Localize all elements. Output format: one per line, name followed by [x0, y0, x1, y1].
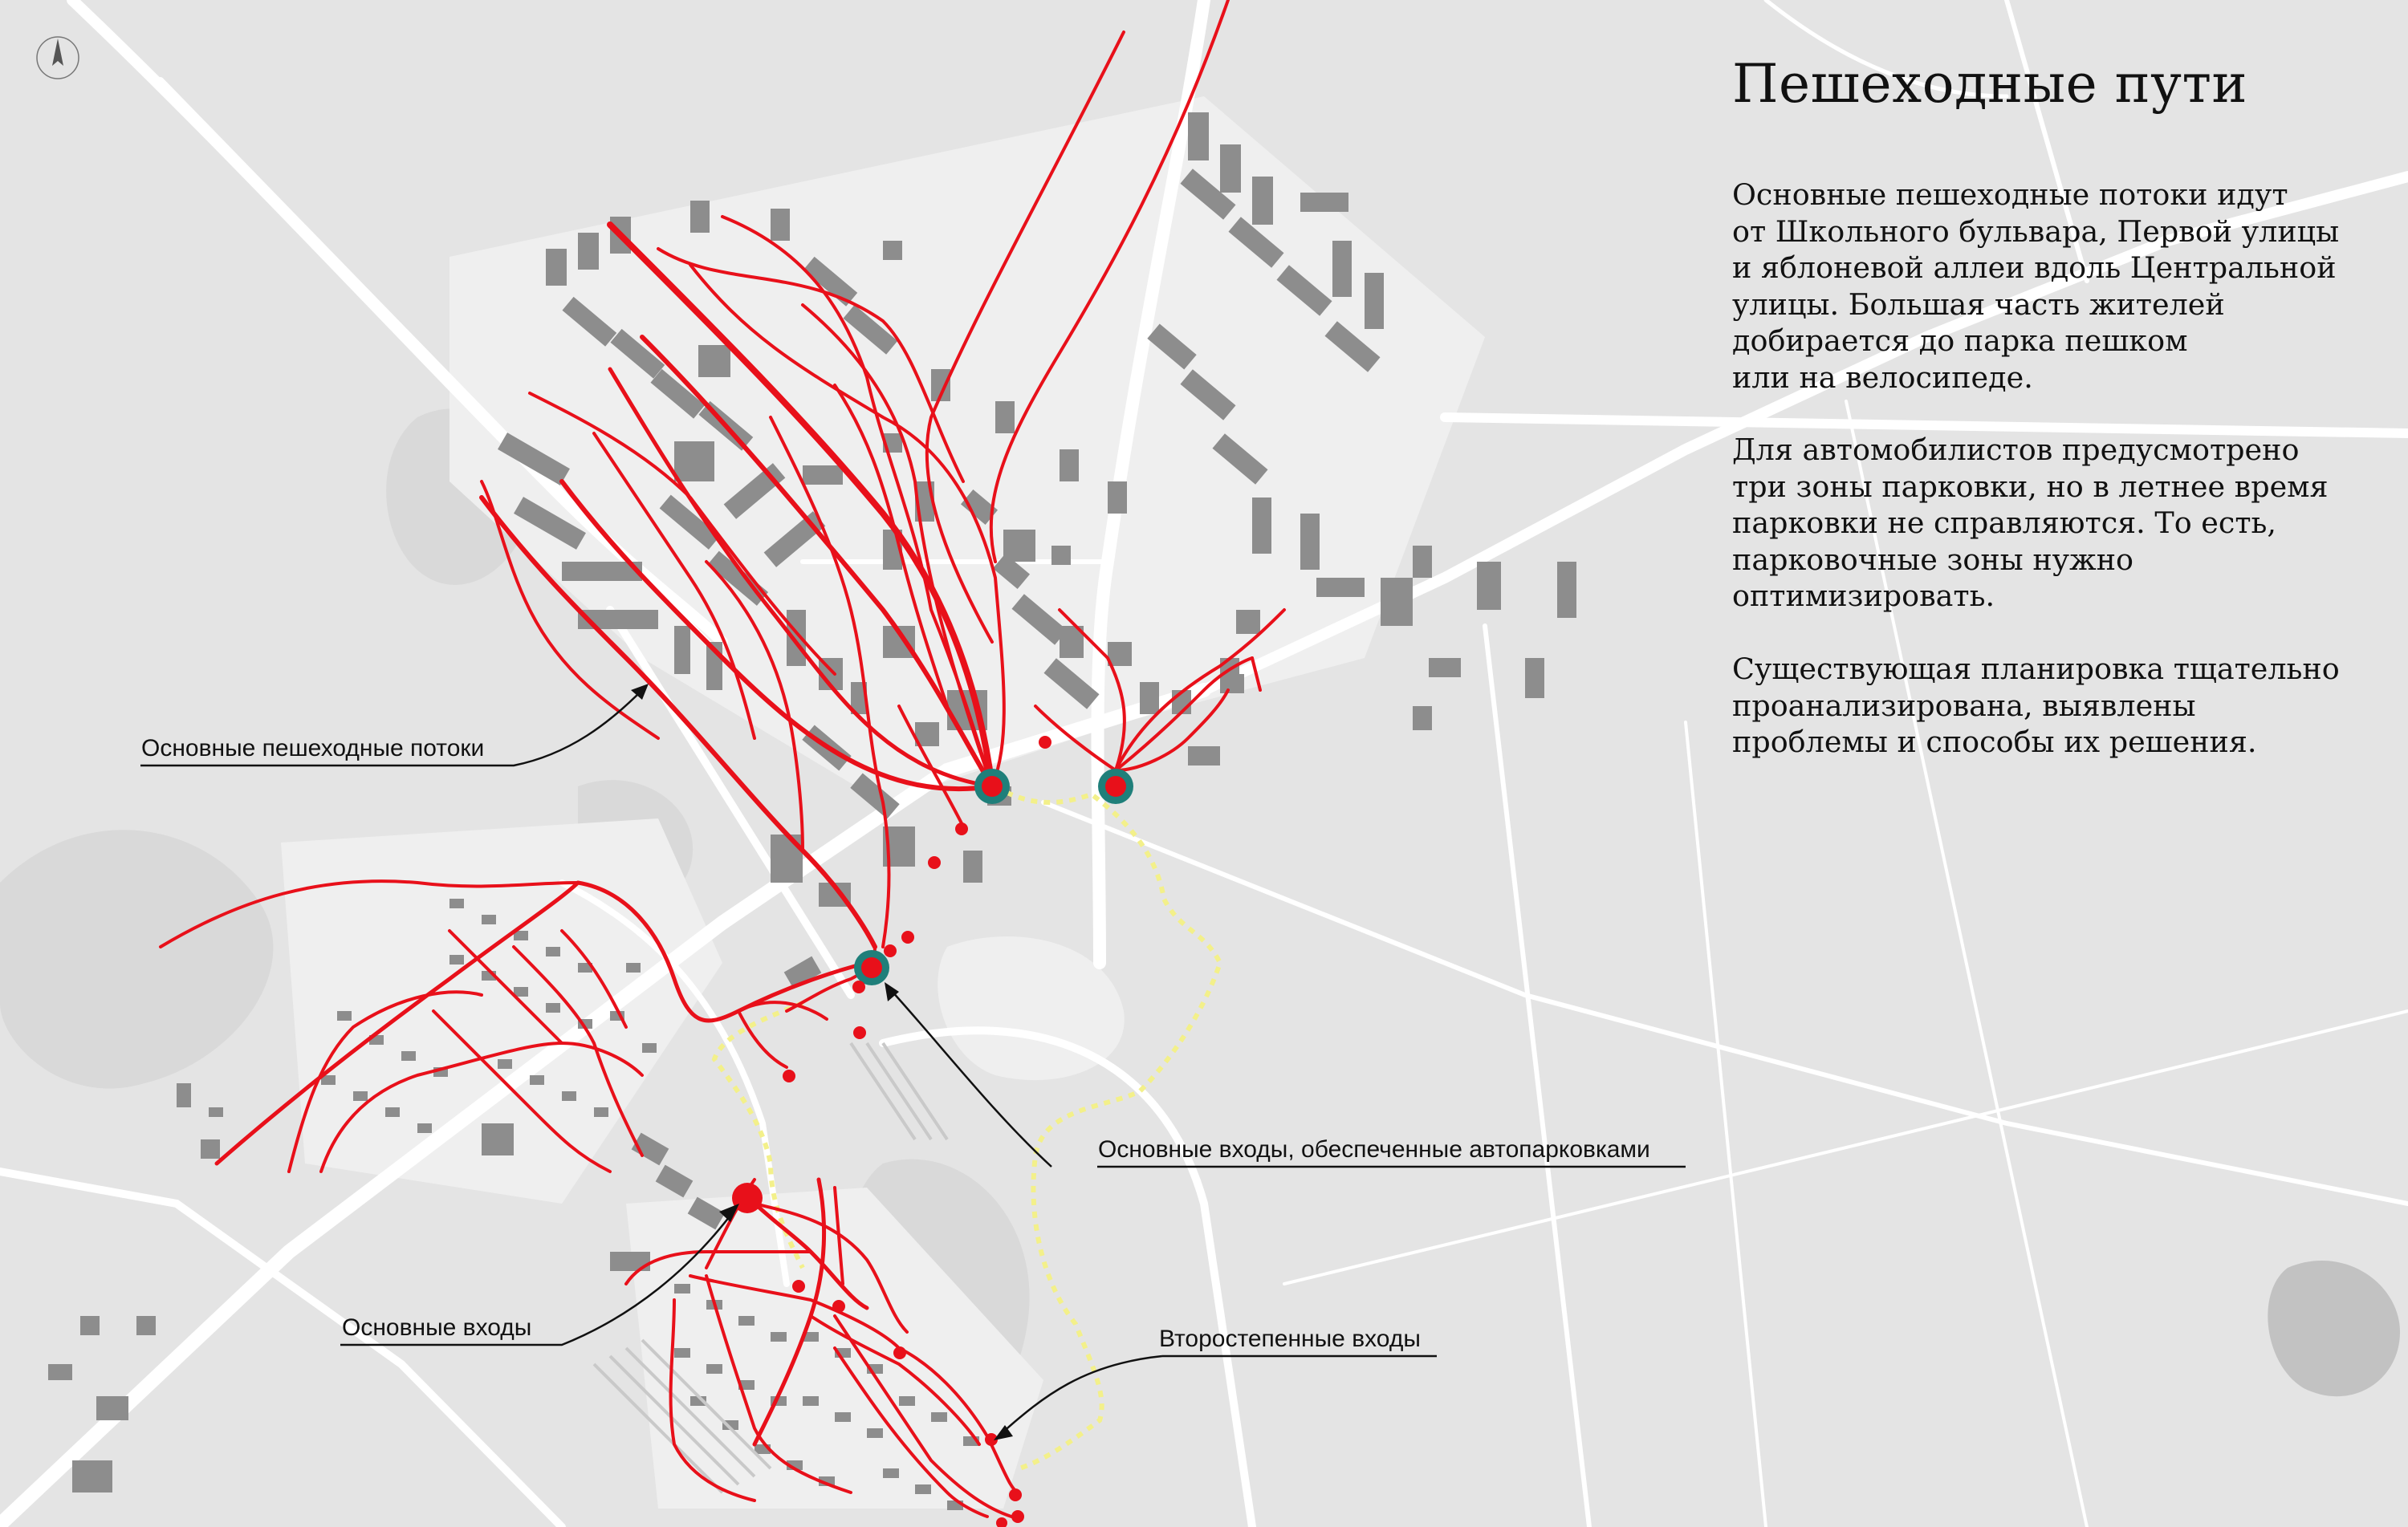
paragraph-line: парковочные зоны нужно — [1732, 542, 2134, 577]
callout-secondary-entrances: Второстепенные входы — [1159, 1326, 1421, 1352]
paragraph-line: или на велосипеде. — [1732, 359, 2033, 395]
paragraph-line: Существующая планировка тщательно — [1732, 652, 2340, 686]
paragraph-line: парковки не справляются. То есть, — [1732, 506, 2276, 540]
callout-entrances-parking: Основные входы, обеспеченные автопарковками — [1098, 1136, 1650, 1163]
paragraph-line: оптимизировать. — [1732, 579, 1995, 613]
paragraph-planning — [1732, 651, 2390, 761]
paragraph-line: проблемы и способы их решения. — [1732, 725, 2257, 759]
paragraph-line: от Школьного бульвара, Первой улицы — [1732, 213, 2340, 249]
paragraph-parking — [1732, 432, 2390, 615]
paragraph-line: Для автомобилистов предусмотрено — [1732, 433, 2300, 467]
paragraph-line: три зоны парковки, но в летнее время — [1732, 469, 2329, 504]
paragraph-line: улицы. Большая часть жителей — [1732, 286, 2225, 322]
callout-pedestrian-flows: Основные пешеходные потоки — [141, 735, 485, 761]
paragraph-line: и яблоневой аллеи вдоль Центральной — [1732, 250, 2337, 285]
paragraph-line: проанализирована, выявлены — [1732, 688, 2196, 723]
paragraph-pedestrian — [1732, 177, 2390, 396]
paragraph-line: добирается до парка пешком — [1732, 323, 2188, 358]
page-title: Пешеходные пути — [1732, 53, 2248, 115]
callout-main-entrances: Основные входы — [342, 1314, 532, 1341]
paragraph-line: Основные пешеходные потоки идут — [1732, 177, 2288, 212]
